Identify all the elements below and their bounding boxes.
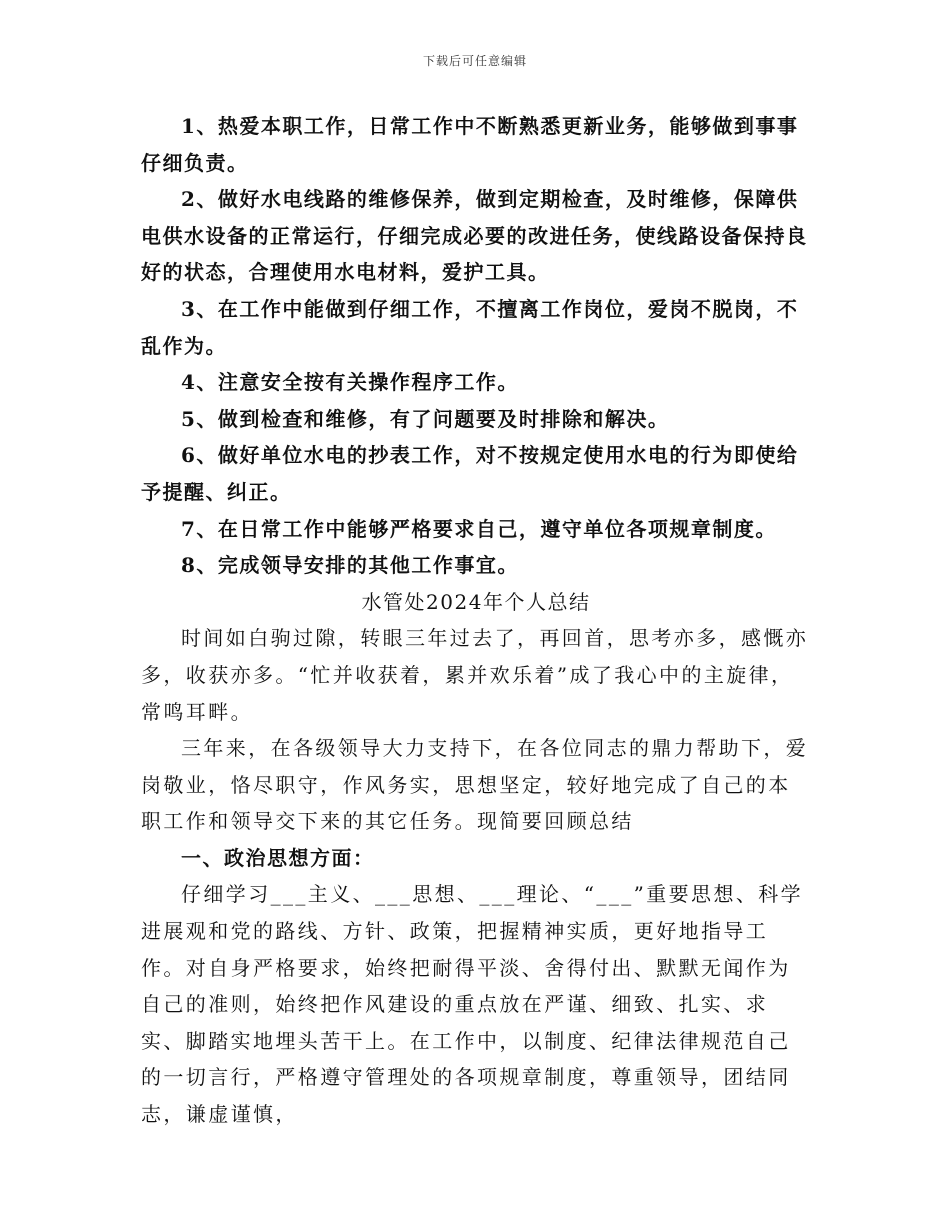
duty-item-8: 8、完成领导安排的其他工作事宜。 (181, 553, 519, 578)
document-body (141, 108, 811, 1133)
duty-item-6: 6、做好单位水电的抄表工作，对不按规定使用水电的行为即使给予提醒、纠正。 (141, 443, 799, 504)
politics-paragraph: 仔细学习___主义、___思想、___理论、“___”重要思想、科学进展观和党的路线、方针、政策，把握精神实质，更好地指导工作。对自身严格要求，始终把耐得平淡、舍得付出、默默无闻作为自己的准则，始终把作风建设的重点放在严谨、细致、扎实、求实、脚踏实地埋头苦干上。在工作中，以制度、纪律法律规范自己的一切言行，严格遵守管理处的各项规章制度，尊重领导，团结同志，谦虚谨慎， (141, 882, 804, 1127)
duty-item-7: 7、在日常工作中能够严格要求自己，遵守单位各项规章制度。 (181, 516, 777, 541)
intro-paragraph-2: 三年来，在各级领导大力支持下，在各位同志的鼎力帮助下，爱岗敬业，恪尽职守，作风务实，思想坚定，较好地完成了自己的本职工作和领导交下来的其它任务。现简要回顾总结 (141, 736, 809, 834)
duty-item-3: 3、在工作中能做到仔细工作，不擅离工作岗位，爱岗不脱岗，不乱作为。 (141, 296, 799, 358)
intro-paragraph-1: 时间如白驹过隙，转眼三年过去了，再回首，思考亦多，感慨亦多，收获亦多。“忙并收获着，累并欢乐着”成了我心中的主旋律，常鸣耳畔。 (141, 626, 809, 724)
page-header-note: 下载后可任意编辑 (422, 54, 527, 68)
duty-item-4: 4、注意安全按有关操作程序工作。 (181, 370, 519, 395)
duty-item-5: 5、做到检查和维修，有了问题要及时排除和解决。 (181, 406, 670, 431)
summary-title: 水管处2024年个人总结 (361, 589, 591, 614)
section-heading-politics: 一、政治思想方面： (181, 845, 375, 870)
duty-item-1: 1、热爱本职工作，日常工作中不断熟悉更新业务，能够做到事事仔细负责。 (141, 114, 799, 175)
duty-item-2: 2、做好水电线路的维修保养，做到定期检查，及时维修，保障供电供水设备的正常运行，仔细完成必要的改进任务，使线路设备保持良好的状态，合理使用水电材料，爱护工具。 (141, 187, 808, 285)
